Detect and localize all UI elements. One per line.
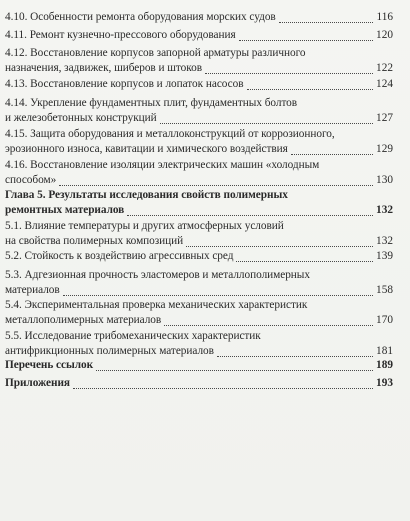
toc-page-number: 189 [376, 359, 393, 371]
toc-page-number: 130 [376, 174, 393, 187]
dot-leader [217, 344, 373, 357]
toc-entry-text-line: 5.4. Экспериментальная проверка механических характеристик [5, 299, 308, 311]
toc-entry-text-line: 4.11. Ремонт кузнечно-прессового оборудования [5, 29, 236, 41]
toc-page-number: 132 [376, 204, 393, 217]
toc-entry-text-line: назначения, задвижек, шиберов и штоков [5, 62, 202, 75]
toc-page-number: 120 [376, 29, 393, 41]
toc-entry-text-line: Глава 5. Результаты исследования свойств полимерных [5, 189, 288, 201]
toc-page-number: 139 [376, 250, 393, 262]
toc-entry-text-line: 4.10. Особенности ремонта оборудования морских судов [5, 11, 276, 23]
toc-page-number: 127 [376, 112, 393, 125]
dot-leader [127, 203, 373, 216]
toc-page-number: 158 [376, 284, 393, 297]
dot-leader [236, 249, 373, 262]
dot-leader [205, 61, 373, 74]
toc-entry-text-line: 5.5. Исследование трибомеханических характеристик [5, 330, 261, 342]
toc-page-number: 170 [376, 314, 393, 327]
toc-page-number: 116 [376, 11, 393, 23]
toc-page-number: 129 [376, 143, 393, 156]
toc-entry-text-line: 5.3. Адгезионная прочность эластомеров и металлополимерных [5, 269, 310, 281]
dot-leader [59, 173, 373, 186]
toc-entry-text-line: 4.12. Восстановление корпусов запорной арматуры различного [5, 47, 306, 59]
toc-entry-text-line: способом» [5, 174, 57, 187]
dot-leader [73, 376, 373, 389]
toc-entry-text-line: Перечень ссылок [5, 359, 94, 371]
toc-entry-text-line: материалов [5, 284, 60, 297]
toc-entry-text-line: 5.1. Влияние температуры и других атмосферных условий [5, 220, 284, 232]
toc-entry-text-line: антифрикционных полимерных материалов [5, 345, 214, 358]
toc-entry-text-line: металлополимерных материалов [5, 314, 162, 327]
dot-leader [239, 28, 373, 41]
dot-leader [96, 358, 373, 371]
toc-entry-text-line: 4.13. Восстановление корпусов и лопаток насосов [5, 78, 244, 90]
toc-page-number: 122 [376, 62, 393, 75]
dot-leader [186, 234, 373, 247]
toc-entry-text-line: и железобетонных конструкций [5, 112, 157, 125]
dot-leader [247, 77, 373, 90]
dot-leader [160, 111, 373, 124]
dot-leader [63, 283, 373, 296]
toc-page-number: 181 [376, 345, 393, 358]
toc-entry-text-line: 5.2. Стойкость к воздействию агрессивных сред [5, 250, 234, 262]
toc-entry-text-line: Приложения [5, 377, 70, 389]
toc-entry-text-line: 4.14. Укрепление фундаментных плит, фундаментных болтов [5, 97, 298, 109]
dot-leader [164, 313, 373, 326]
toc-entry-text-line: ремонтных материалов [5, 204, 125, 217]
toc-page-number: 193 [376, 377, 393, 389]
toc-page-number: 124 [376, 78, 393, 90]
toc-entry-text-line: на свойства полимерных композиций [5, 235, 184, 248]
toc-page-number: 132 [376, 235, 393, 248]
toc-entry-text-line: 4.15. Защита оборудования и металлоконструкций от коррозионного, [5, 128, 335, 140]
toc-entry-text-line: эрозионного износа, кавитации и химического воздействия [5, 143, 288, 156]
toc-entry-text-line: 4.16. Восстановление изоляции электрических машин «холодным [5, 159, 320, 171]
